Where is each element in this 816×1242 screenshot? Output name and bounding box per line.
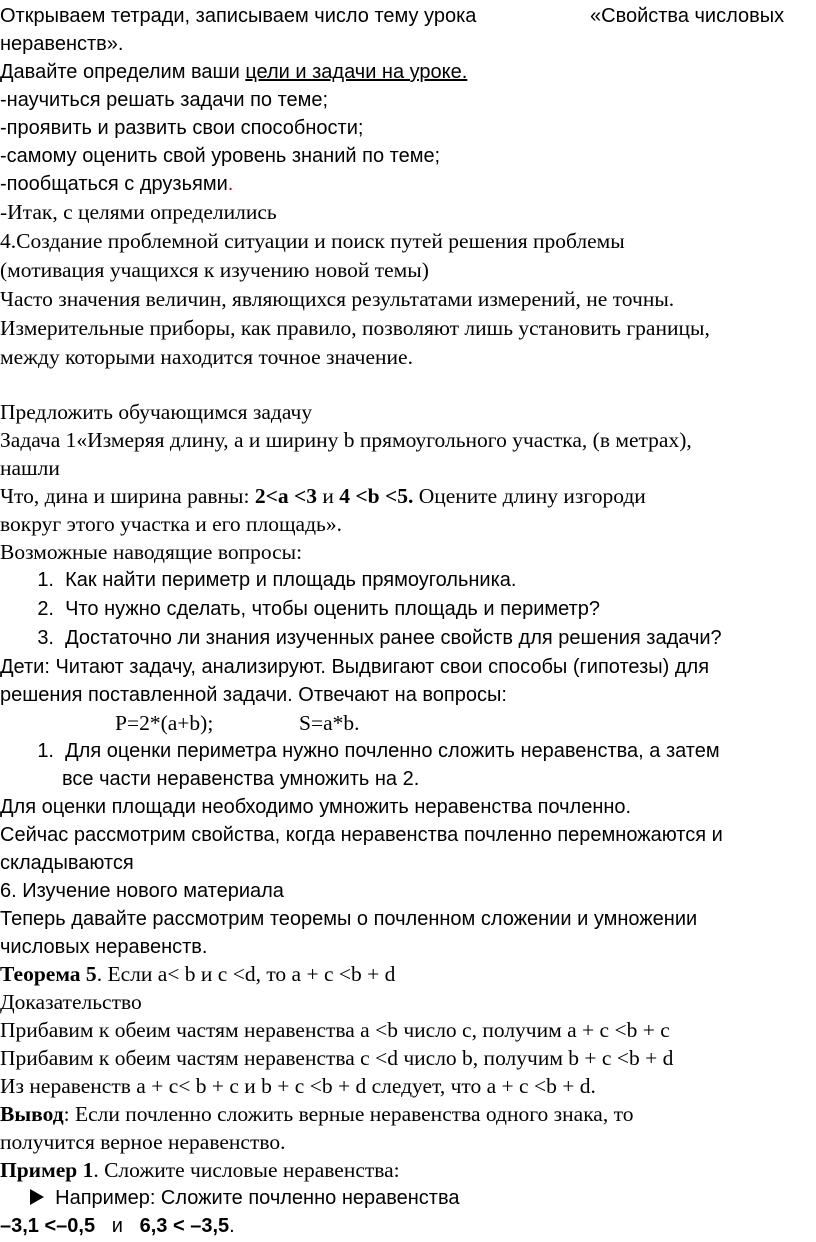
section-4-paragraph: Часто значения величин, являющихся результатами измерений, не точны.	[0, 287, 675, 311]
inequality-second: 6,3 < –3,5	[139, 1215, 230, 1237]
section-4-paragraph: Измерительные приборы, как правило, позволяют лишь установить границы,	[0, 316, 710, 340]
intro-line-1	[0, 2, 476, 30]
example-line	[0, 1156, 400, 1184]
section-4-subtitle: (мотивация учащихся к изучению новой темы)	[0, 258, 429, 282]
inequality-end-mark: .	[229, 1215, 235, 1237]
conclusion-text: : Если почленно сложить верные неравенства одного знака, то	[63, 1102, 634, 1126]
lesson-title-text: «Свойства числовых	[590, 5, 785, 27]
task-line: вокруг этого участка и его площадь».	[0, 512, 342, 536]
task-inequality-width: 4 <b <5.	[339, 484, 414, 508]
example-sub-text: Например: Сложите почленно неравенства	[55, 1187, 460, 1209]
proof-line: Из неравенств a + c< b + c и b + c <b + d следует, что a + c <b + d.	[0, 1074, 596, 1098]
goals-heading-lead: Давайте определим ваши	[0, 61, 246, 83]
section-4-title: 4.Создание проблемной ситуации и поиск путей решения проблемы	[0, 229, 625, 253]
list-number: 2.	[37, 598, 54, 620]
list-text: Что нужно сделать, чтобы оценить площадь и периметр?	[65, 598, 600, 620]
task-line	[0, 482, 646, 510]
section-6-intro: числовых неравенств.	[0, 936, 208, 958]
goal-item-text: -пообщаться с друзьями	[0, 173, 228, 195]
intro-text: Открываем тетради, записываем число тему урока	[0, 5, 477, 27]
goal-item	[0, 170, 233, 198]
triangle-bullet-icon	[30, 1189, 44, 1205]
now-line: складываются	[0, 852, 134, 874]
theorem-label: Теорема 5	[0, 962, 97, 986]
task-text: и	[316, 484, 340, 508]
list-item	[24, 595, 600, 623]
goals-done: -Итак, с целями определились	[0, 200, 277, 224]
inequality-connector: и	[111, 1215, 123, 1237]
example-text: . Сложите числовые неравенства:	[93, 1158, 400, 1182]
questions-title: Возможные наводящие вопросы:	[0, 540, 303, 564]
list-text: Для оценки периметра нужно почленно сложить неравенства, а затем	[65, 740, 720, 762]
section-6-title: 6. Изучение нового материала	[0, 880, 284, 902]
area-line: Для оценки площади необходимо умножить неравенства почленно.	[0, 796, 632, 818]
goal-item: -проявить и развить свои способности;	[0, 117, 364, 139]
theorem-text: . Если a< b и c <d, то a + c <b + d	[96, 962, 396, 986]
example-label: Пример 1	[0, 1158, 94, 1182]
lesson-title-end: неравенств».	[0, 33, 124, 55]
goals-heading-underlined: цели и задачи на уроке.	[245, 61, 468, 83]
list-item	[24, 624, 722, 652]
task-line: Задача 1«Измеряя длину, а и ширину b прямоугольного участка, (в метрах),	[0, 428, 692, 452]
task-text: Что, дина и ширина равны:	[0, 484, 255, 508]
intro-line-2	[0, 30, 123, 58]
section-6-intro: Теперь давайте рассмотрим теоремы о почленном сложении и умножении	[0, 908, 698, 930]
task-inequality-length: 2<a <3	[254, 484, 317, 508]
goal-item-end-mark: .	[227, 173, 234, 195]
now-line: Сейчас рассмотрим свойства, когда неравенства почленно перемножаются и	[0, 824, 723, 846]
task-offer: Предложить обучающимся задачу	[0, 400, 313, 424]
conclusion-line	[0, 1100, 633, 1128]
example-sub-line	[30, 1184, 460, 1212]
children-line: Дети: Читают задачу, анализируют. Выдвигают свои способы (гипотезы) для	[0, 656, 710, 678]
list-number: 1.	[37, 569, 54, 591]
list-number: 3.	[37, 627, 54, 649]
proof-title: Доказательство	[0, 990, 142, 1014]
conclusion-label: Вывод	[0, 1102, 64, 1126]
list-text: Как найти периметр и площадь прямоугольника.	[65, 569, 517, 591]
example-inequalities	[0, 1212, 235, 1240]
list-item	[24, 737, 720, 765]
task-line: нашли	[0, 456, 60, 480]
goal-item: -научиться решать задачи по теме;	[0, 89, 329, 111]
children-line: решения поставленной задачи. Отвечают на вопросы:	[0, 684, 507, 706]
list-item	[24, 566, 516, 594]
list-text: Достаточно ли знания изученных ранее свойств для решения задачи?	[65, 627, 722, 649]
formula-perimeter: P=2*(a+b);	[115, 711, 214, 735]
theorem-line	[0, 960, 395, 988]
inequality-first: –3,1 <–0,5	[0, 1215, 96, 1237]
formula-area: S=a*b.	[299, 711, 360, 735]
conclusion-line: получится верное неравенство.	[0, 1130, 286, 1154]
section-4-paragraph: между которыми находится точное значение.	[0, 345, 413, 369]
goals-heading	[0, 58, 467, 86]
proof-line: Прибавим к обеим частям неравенства c <d число b, получим b + c <b + d	[0, 1046, 674, 1070]
task-text: Оцените длину изгороди	[413, 484, 646, 508]
list-number: 1.	[37, 740, 54, 762]
lesson-title	[590, 2, 784, 30]
proof-line: Прибавим к обеим частям неравенства a <b число c, получим a + c <b + c	[0, 1018, 670, 1042]
goal-item: -самому оценить свой уровень знаний по теме;	[0, 145, 441, 167]
list-item-continuation: все части неравенства умножить на 2.	[62, 768, 420, 790]
